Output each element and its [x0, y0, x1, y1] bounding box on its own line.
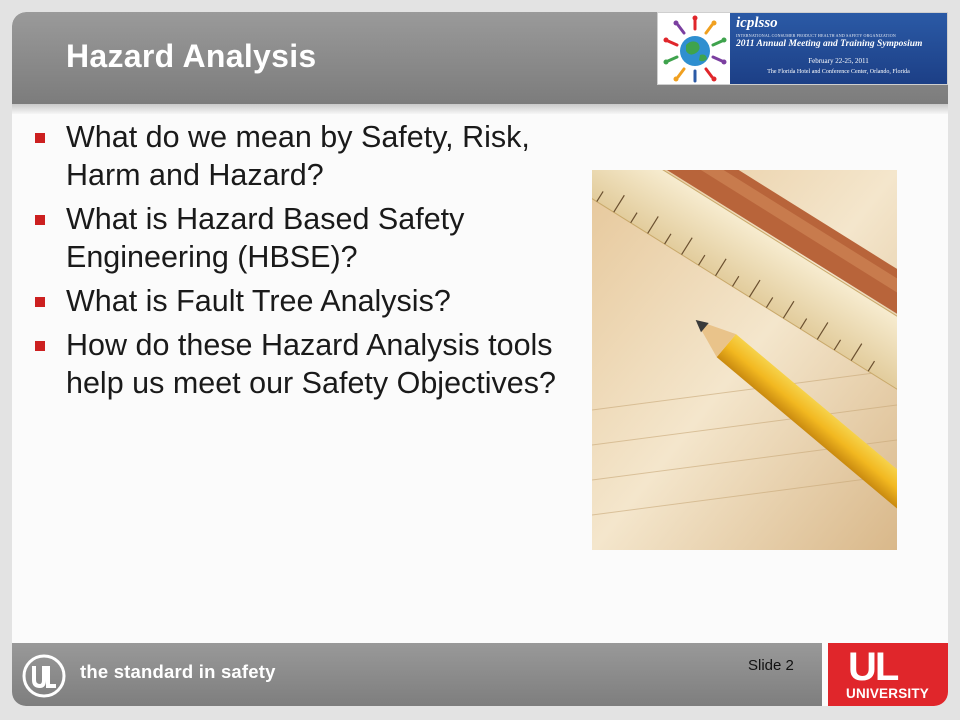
banner-org-subtitle: INTERNATIONAL CONSUMER PRODUCT HEALTH AND SAFETY ORGANIZATION — [736, 33, 896, 38]
bullet-text: What is Fault Tree Analysis? — [66, 284, 451, 318]
banner-event-title: 2011 Annual Meeting and Training Symposium — [736, 39, 923, 49]
bullet-item — [32, 118, 592, 194]
banner-text-panel — [730, 13, 947, 84]
banner-event-venue: The Florida Hotel and Conference Center, Orlando, Florida — [767, 69, 910, 75]
slide-number: Slide 2 — [748, 657, 794, 674]
ul-logo-letters: UL — [848, 645, 898, 689]
bullet-text: What is Hazard Based Safety Engineering (HBSE)? — [66, 202, 465, 274]
ul-circle-logo-icon — [22, 654, 66, 698]
bullet-item — [32, 282, 592, 320]
slide-title: Hazard Analysis — [66, 38, 317, 74]
conference-banner — [657, 12, 948, 85]
bullet-item — [32, 326, 592, 402]
bullet-item — [32, 200, 592, 276]
bullet-list — [32, 118, 592, 408]
ruler-pencil-photo — [592, 170, 897, 550]
globe-people-icon — [662, 15, 728, 83]
bullet-square-icon — [35, 297, 45, 307]
banner-org-name: icplsso — [736, 15, 778, 31]
bullet-square-icon — [35, 215, 45, 225]
bullet-text: How do these Hazard Analysis tools help us meet our Safety Objectives? — [66, 328, 556, 400]
ul-university-logo — [828, 643, 948, 706]
bullet-text: What do we mean by Safety, Risk, Harm and Hazard? — [66, 120, 530, 192]
header-divider — [12, 104, 948, 114]
footer-tagline: the standard in safety — [80, 661, 276, 682]
bullet-square-icon — [35, 133, 45, 143]
bullet-square-icon — [35, 341, 45, 351]
ul-logo-university: UNIVERSITY — [846, 686, 930, 701]
banner-event-dates: February 22-25, 2011 — [808, 57, 869, 65]
